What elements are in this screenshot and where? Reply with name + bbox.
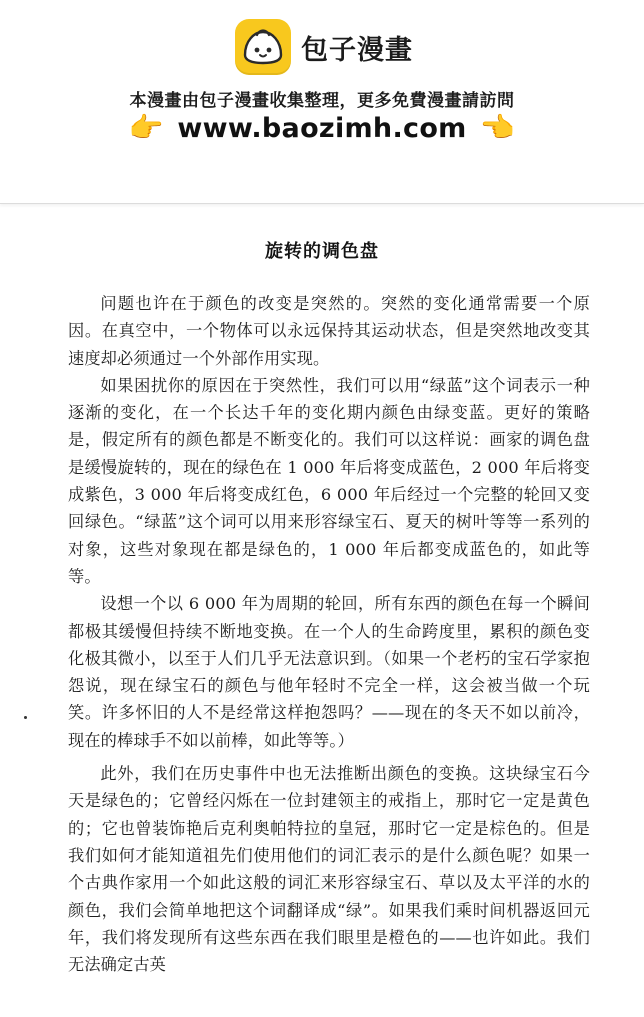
pointing-hand-icon: 👉 [128, 111, 164, 144]
scan-speck [24, 716, 27, 719]
chapter-title: 旋转的调色盘 [265, 241, 379, 262]
pointing-hand-icon: 👉 [480, 111, 516, 144]
paragraph: 如果困扰你的原因在于突然性，我们可以用“绿蓝”这个词表示一种逐渐的变化，在一个长达千年的变化期内颜色由绿变蓝。更好的策略是，假定所有的颜色都是不断变化的。我们可以这样说：画家的调色盘是缓慢旋转的，现在的绿色在 1 000 年后将变成蓝色，2 000 年后将变成紫色，3 000 年后将变成红色，6 000 年后经过一个完整的轮回又变回绿色。“绿蓝”这个词可以用来形容绿宝石、夏天的树叶等等一系列的对象，这些对象现在都是绿色的，1 000 年后都变成蓝色的，如此等等。 [68, 375, 590, 586]
paragraph: 此外，我们在历史事件中也无法推断出颜色的变换。这块绿宝石今天是绿色的；它曾经闪烁在一位封建领主的戒指上，那时它一定是黄色的；它也曾装饰艳后克利奥帕特拉的皇冠，那时它一定是棕色的。但是我们如何才能知道祖先们使用他们的词汇表示的是什么颜色呢？如果一个古典作家用一个如此这般的词汇来形容绿宝石、草以及太平洋的水的颜色，我们会简单地把这个词翻译成“绿”。如果我们乘时间机器返回元年，我们将发现所有这些东西在我们眼里是橙色的——也许如此。我们无法确定古英 [68, 764, 590, 975]
site-banner [0, 0, 644, 204]
tagline: 本漫畫由包子漫畫收集整理，更多免費漫畫請訪問 [129, 91, 515, 111]
site-url-link[interactable]: www.baozimh.com [177, 112, 467, 144]
paragraph: 设想一个以 6 000 年为周期的轮回，所有东西的颜色在每一个瞬间都极其缓慢但持续不断地变换。在一个人的生命跨度里，累积的颜色变化极其微小，以至于人们几乎无法意识到。（如果一个老朽的宝石学家抱怨说，现在绿宝石的颜色与他年轻时不完全一样，这会被当做一个玩笑。许多怀旧的人不是经常这样抱怨吗？——现在的冬天不如以前冷，现在的棒球手不如以前棒，如此等等。） [68, 594, 590, 750]
logo[interactable] [235, 18, 413, 76]
body-text [68, 290, 590, 978]
url-row [0, 108, 644, 148]
logo-text: 包子漫畫 [301, 34, 413, 66]
bun-mascot-icon [235, 19, 291, 75]
paragraph: 问题也许在于颜色的改变是突然的。突然的变化通常需要一个原因。在真空中，一个物体可以永远保持其运动状态，但是突然地改变其速度却必须通过一个外部作用实现。 [68, 294, 590, 368]
